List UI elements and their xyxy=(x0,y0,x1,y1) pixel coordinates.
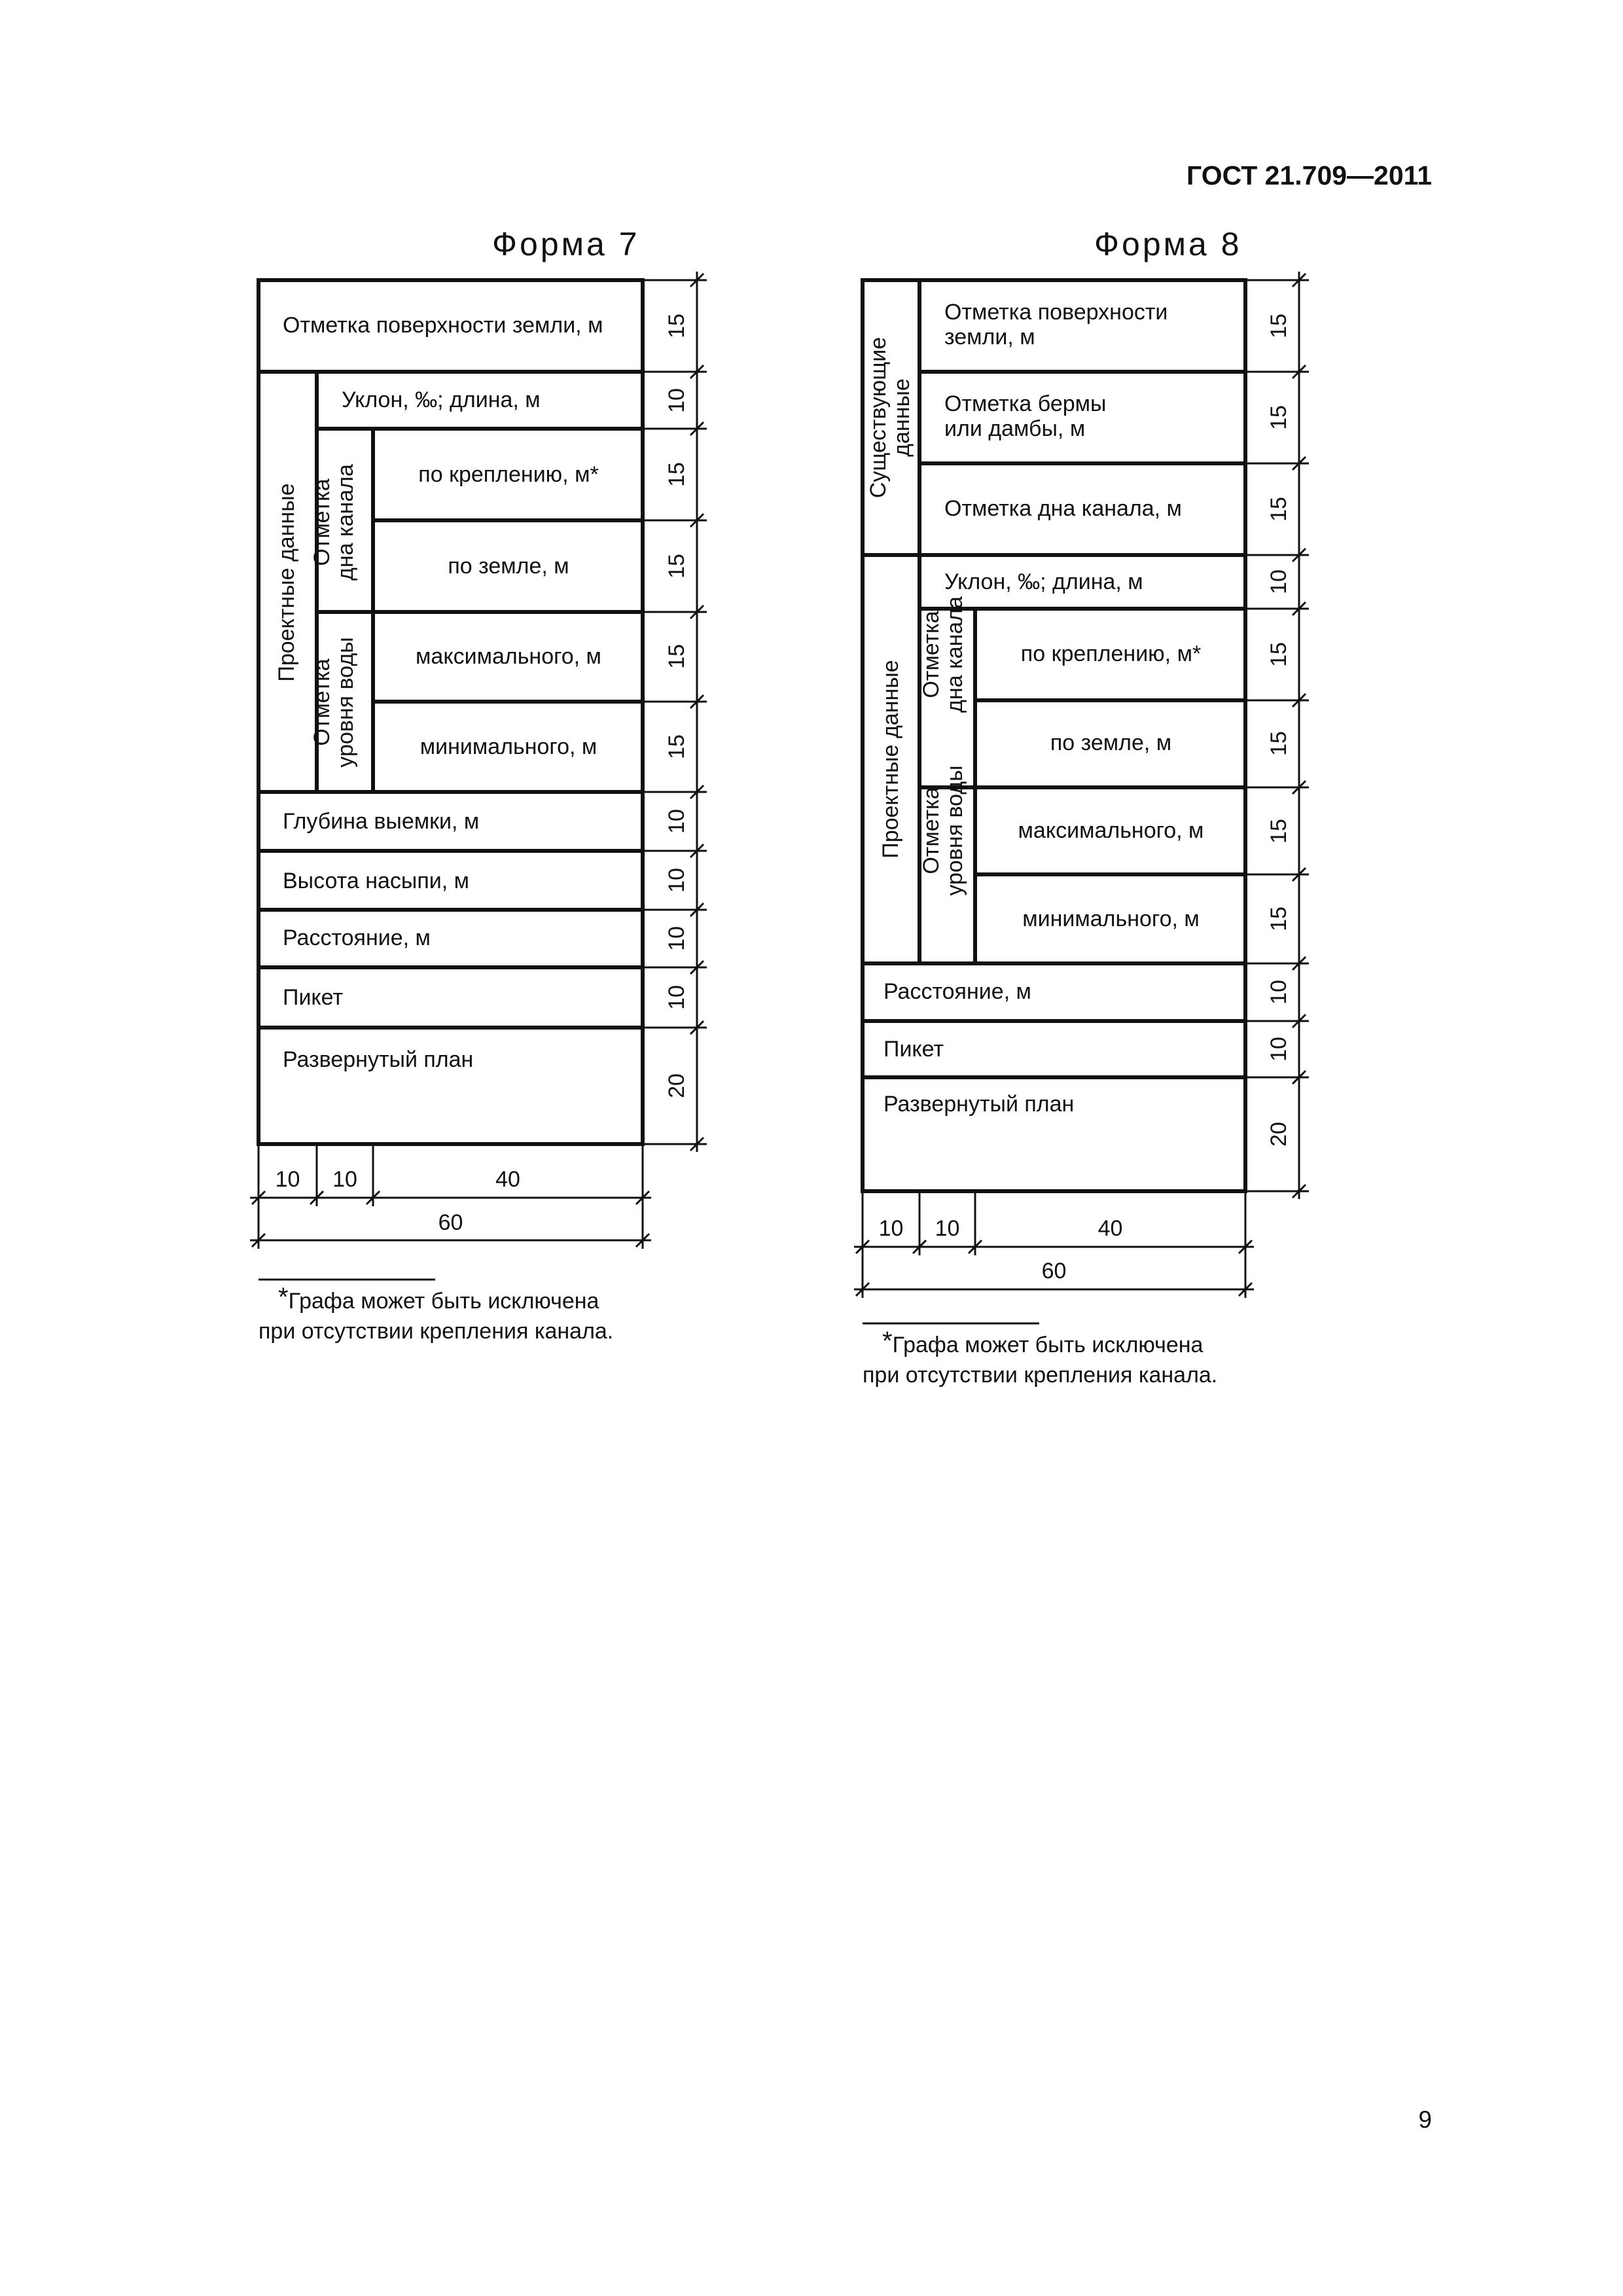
row-min-label: минимального, м xyxy=(1022,906,1200,931)
row-berm-label: Отметка бермы или дамбы, м xyxy=(944,391,1107,441)
row-plan-label: Развернутый план xyxy=(883,1092,1075,1117)
col-width-dim: 10 xyxy=(878,1216,904,1241)
group-project-label: Проектные данные xyxy=(274,483,299,682)
row-height-dim: 10 xyxy=(664,926,689,951)
row-fill-height-label: Высота насыпи, м xyxy=(283,869,469,893)
sub-channel-bottom-label: Отметка дна канала xyxy=(919,596,967,713)
row-height-dim: 15 xyxy=(1266,906,1291,931)
form-8-title: Форма 8 xyxy=(1094,226,1242,262)
page-number: 9 xyxy=(1418,2106,1432,2133)
row-height-dim: 15 xyxy=(1266,405,1291,430)
row-channel-bottom-label: Отметка дна канала, м xyxy=(944,496,1182,521)
col-width-dim: 10 xyxy=(935,1216,960,1241)
col-width-dim: 10 xyxy=(332,1167,357,1192)
row-height-dim: 10 xyxy=(664,809,689,834)
col-width-dim: 40 xyxy=(495,1167,520,1192)
footnote-line-2: при отсутствии крепления канала. xyxy=(863,1363,1218,1388)
sub-channel-bottom-label: Отметка дна канала xyxy=(310,464,358,581)
row-picket-label: Пикет xyxy=(883,1037,944,1062)
row-height-dim: 10 xyxy=(664,868,689,893)
group-project-label: Проектные данные xyxy=(878,660,903,859)
row-height-dim: 15 xyxy=(1266,497,1291,522)
row-height-dim: 15 xyxy=(1266,314,1291,338)
row-by-ground-label: по земле, м xyxy=(448,554,569,579)
row-height-dim: 10 xyxy=(664,388,689,413)
row-surface-label: Отметка поверхности земли, м xyxy=(944,300,1168,350)
row-distance-label: Расстояние, м xyxy=(883,979,1031,1004)
col-width-dim: 40 xyxy=(1097,1216,1123,1241)
col-width-dim: 10 xyxy=(275,1167,300,1192)
row-slope-label: Уклон, ‰; длина, м xyxy=(944,569,1143,594)
sub-water-level-label: Отметка уровня воды xyxy=(919,765,967,896)
total-width-dim: 60 xyxy=(1041,1259,1067,1283)
row-height-dim: 20 xyxy=(1266,1122,1291,1147)
total-width-dim: 60 xyxy=(438,1210,463,1235)
row-picket-label: Пикет xyxy=(283,985,344,1010)
row-height-dim: 15 xyxy=(1266,642,1291,667)
row-height-dim: 15 xyxy=(664,462,689,487)
row-height-dim: 15 xyxy=(1266,819,1291,844)
row-height-dim: 10 xyxy=(1266,980,1291,1005)
row-slope-label: Уклон, ‰; длина, м xyxy=(342,387,541,412)
row-height-dim: 10 xyxy=(1266,1037,1291,1062)
row-by-fixing-label: по креплению, м* xyxy=(1020,641,1202,666)
row-height-dim: 15 xyxy=(664,644,689,669)
footnote-mark: * xyxy=(278,1283,289,1312)
form-7-title: Форма 7 xyxy=(492,226,640,262)
row-min-label: минимального, м xyxy=(419,734,597,759)
row-by-fixing-label: по креплению, м* xyxy=(418,462,599,487)
row-height-dim: 15 xyxy=(664,734,689,759)
footnote-line-1: *Графа может быть исключена xyxy=(278,1283,599,1314)
row-max-label: максимального, м xyxy=(416,644,601,669)
footnote-line-1: *Графа может быть исключена xyxy=(882,1327,1204,1357)
row-height-dim: 10 xyxy=(1266,569,1291,594)
row-height-dim: 20 xyxy=(664,1073,689,1098)
row-by-ground-label: по земле, м xyxy=(1050,730,1172,755)
row-distance-label: Расстояние, м xyxy=(283,925,431,950)
row-height-dim: 10 xyxy=(664,985,689,1010)
row-max-label: максимального, м xyxy=(1018,818,1204,843)
row-surface-label: Отметка поверхности земли, м xyxy=(283,313,603,338)
row-height-dim: 15 xyxy=(664,554,689,579)
row-plan-label: Развернутый план xyxy=(283,1047,474,1072)
sub-water-level-label: Отметка уровня воды xyxy=(310,637,358,768)
row-height-dim: 15 xyxy=(1266,731,1291,756)
row-cut-depth-label: Глубина выемки, м xyxy=(283,809,480,834)
footnote-line-2: при отсутствии крепления канала. xyxy=(259,1319,614,1344)
row-height-dim: 15 xyxy=(664,314,689,338)
group-existing-label: Существующие данные xyxy=(866,336,914,499)
footnote-mark: * xyxy=(882,1327,893,1355)
document-code: ГОСТ 21.709—2011 xyxy=(1186,160,1432,190)
